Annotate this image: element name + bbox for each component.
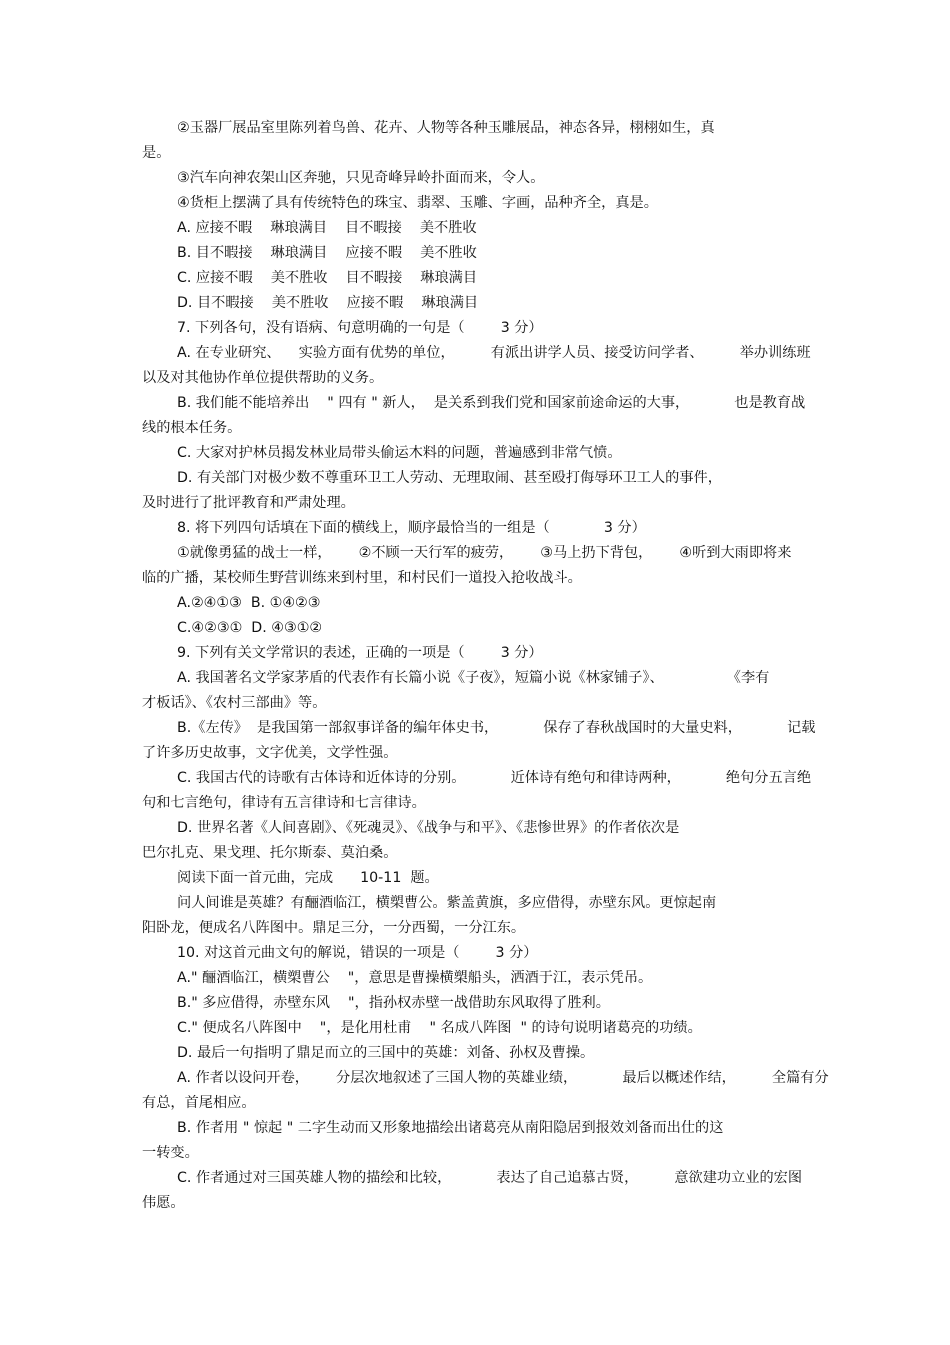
text-line: 有总，首尾相应。 [142, 1095, 256, 1111]
option-line: A. 我国著名文学家茅盾的代表作有长篇小说《子夜》，短篇小说《林家铺子》、 《李有 [177, 670, 770, 686]
option-line: D. 有关部门对极少数不尊重环卫工人劳动、无理取闹、甚至殴打侮辱环卫工人的事件， [177, 470, 722, 486]
option-line: C. 应接不暇 美不胜收 目不暇接 琳琅满目 [177, 270, 478, 286]
text-line: 巴尔扎克、果戈理、托尔斯泰、莫泊桑。 [142, 845, 398, 861]
option-line: B." 多应借得，赤壁东风 "，指孙权赤壁一战借助东风取得了胜利。 [177, 995, 610, 1011]
text-line: 以及对其他协作单位提供帮助的义务。 [142, 370, 384, 386]
option-line: D. 最后一句指明了鼎足而立的三国中的英雄：刘备、孙权及曹操。 [177, 1045, 595, 1061]
text-line: 了许多历史故事，文字优美，文学性强。 [142, 745, 398, 761]
text-line: 临的广播，某校师生野营训练来到村里，和村民们一道投入抢收战斗。 [142, 570, 582, 586]
option-line: C.④②③① D. ④③①② [177, 620, 323, 636]
document-body [142, 116, 829, 1216]
question-line: 7. 下列各句，没有语病、句意明确的一句是（ 3 分） [177, 320, 543, 336]
option-line: C. 大家对护林员揭发林业局带头偷运木料的问题，普遍感到非常气愤。 [177, 445, 622, 461]
text-line: 是。 [142, 145, 171, 161]
text-line: ③汽车向神农架山区奔驰，只见奇峰异岭扑面而来，令人。 [177, 170, 545, 186]
poem-line: 阳卧龙，便成名八阵图中。鼎足三分，一分西蜀，一分江东。 [142, 920, 526, 936]
option-line: D. 目不暇接 美不胜收 应接不暇 琳琅满目 [177, 295, 479, 311]
option-line: C." 便成名八阵图中 "，是化用杜甫 " 名成八阵图 " 的诗句说明诸葛亮的功绩。 [177, 1020, 702, 1036]
option-line: B. 我们能不能培养出 " 四有 " 新人， 是关系到我们党和国家前途命运的大事， 也是教育战 [177, 395, 806, 411]
text-line: 及时进行了批评教育和严肃处理。 [142, 495, 355, 511]
option-line: A. 应接不暇 琳琅满目 目不暇接 美不胜收 [177, 220, 477, 236]
text-line: 线的根本任务。 [142, 420, 242, 436]
option-line: A. 在专业研究、 实验方面有优势的单位， 有派出讲学人员、接受访问学者、 举办训练班 [177, 345, 811, 361]
question-line: 8. 将下列四句话填在下面的横线上，顺序最恰当的一组是（ 3 分） [177, 520, 646, 536]
text-line: ④货柜上摆满了具有传统特色的珠宝、翡翠、玉雕、字画，品种齐全，真是。 [177, 195, 658, 211]
text-line: 才板话》、《农村三部曲》等。 [142, 695, 327, 711]
option-line: D. 世界名著《人间喜剧》、《死魂灵》、《战争与和平》、《悲惨世界》的作者依次是 [177, 820, 680, 836]
option-line: A.②④①③ B. ①④②③ [177, 595, 321, 611]
text-line: 句和七言绝句，律诗有五言律诗和七言律诗。 [142, 795, 426, 811]
text-line: 一转变。 [142, 1145, 199, 1161]
option-line: B. 目不暇接 琳琅满目 应接不暇 美不胜收 [177, 245, 477, 261]
option-line: C. 作者通过对三国英雄人物的描绘和比较， 表达了自己追慕古贤， 意欲建功立业的宏图 [177, 1170, 803, 1186]
option-line: B.《左传》 是我国第一部叙事详备的编年体史书， 保存了春秋战国时的大量史料， 记载 [177, 720, 816, 736]
text-line: 伟愿。 [142, 1195, 185, 1211]
option-line: C. 我国古代的诗歌有古体诗和近体诗的分别。 近体诗有绝句和律诗两种， 绝句分五言绝 [177, 770, 812, 786]
option-line: B. 作者用 " 惊起 " 二字生动而又形象地描绘出诸葛亮从南阳隐居到报效刘备而出仕的这 [177, 1120, 724, 1136]
instruction-line: 阅读下面一首元曲，完成 10-11 题。 [177, 870, 439, 886]
option-line: A. 作者以设问开卷， 分层次地叙述了三国人物的英雄业绩， 最后以概述作结， 全篇有分 [177, 1070, 829, 1086]
option-line: A." 酾酒临江，横槊曹公 "，意思是曹操横槊船头，洒酒于江，表示凭吊。 [177, 970, 653, 986]
question-line: 10. 对这首元曲文句的解说，错误的一项是（ 3 分） [177, 945, 538, 961]
text-line: ②玉器厂展品室里陈列着鸟兽、花卉、人物等各种玉雕展品，神态各异，栩栩如生，真 [177, 120, 715, 136]
poem-line: 问人间谁是英雄？有酾酒临江，横槊曹公。紫盖黄旗，多应借得，赤壁东风。更惊起南 [177, 895, 717, 911]
question-line: 9. 下列有关文学常识的表述，正确的一项是（ 3 分） [177, 645, 543, 661]
text-line: ①就像勇猛的战士一样， ②不顾一天行军的疲劳， ③马上扔下背包， ④听到大雨即将来 [177, 545, 792, 561]
